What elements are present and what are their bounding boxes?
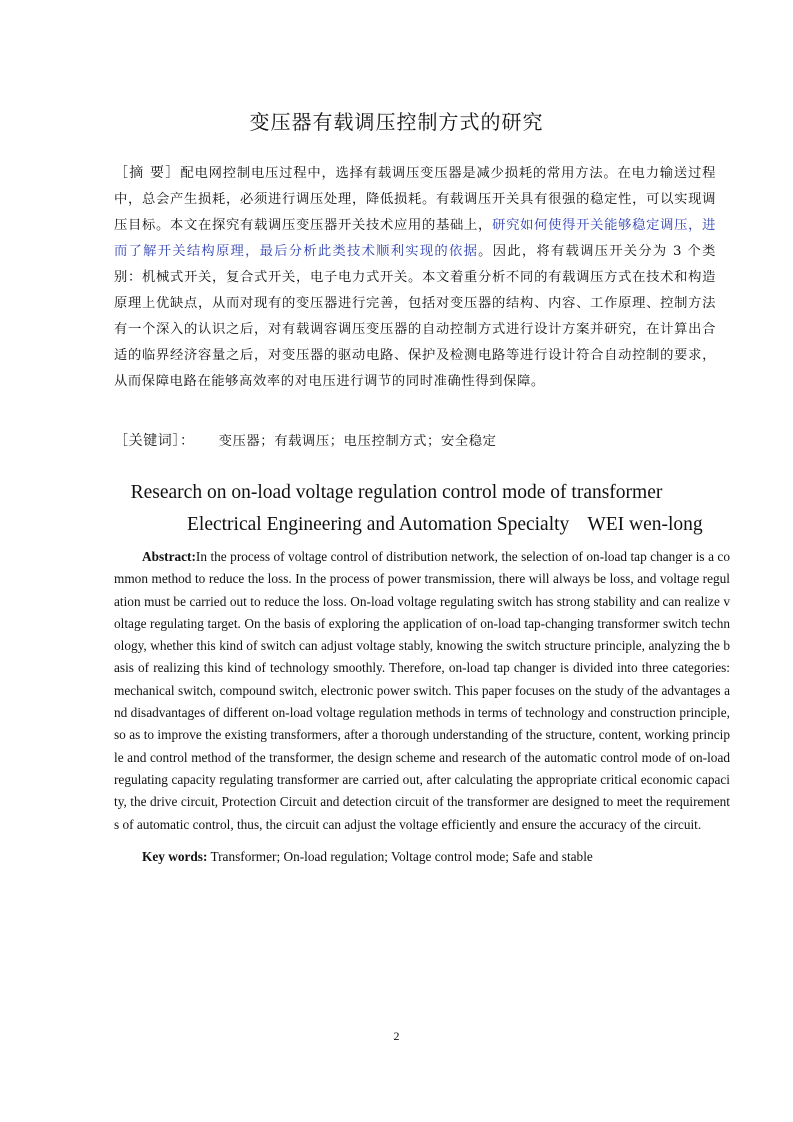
chinese-abstract-label: ［摘 要］ [114,165,181,181]
english-abstract-text: In the process of voltage control of distribution network, the selection of on-load tap changer is a common method to reduce the loss. In the process of power transmission, there will always be loss, and voltage regulation must be carried out to reduce the loss. On-load voltage regulating switch has strong stability and can realize voltage regulating target. On the basis of exploring the application of on-load tap-changing transformer switch technology, whether this kind of switch can adjust voltage stably, knowing the switch structure principle, analyzing the basis of realizing this kind of technology smoothly. Therefore, on-load tap changer is divided into three categories: mechanical switch, compound switch, electronic power switch. This paper focuses on the study of the advantages and disadvantages of different on-load voltage regulation methods in terms of technology and construction principle, so as to improve the existing transformers, after a thorough understanding of the structure, content, working principle and control method of the transformer, the design scheme and research of the automatic control mode of on-load regulating capacity regulating transformer are carried out, after calculating the appropriate critical economic capacity, the drive circuit, Protection Circuit and detection circuit of the transformer are designed to meet the requirements of automatic control, thus, the circuit can adjust the voltage efficiently and ensure the accuracy of the circuit. [114,549,730,832]
english-byline [187,514,703,536]
chinese-title: 变压器有载调压控制方式的研究 [249,110,544,134]
chinese-keywords-text: 变压器；有载调压；电压控制方式；安全稳定 [218,434,497,449]
chinese-abstract-text-2: 。因此，将有载调压开关分为 3 个类别：机械式开关，复合式开关，电子电力式开关。本文着重分析不同的有载调压方式在技术和构造原理上优缺点，从而对现有的变压器进行完善，包括对变压器的结构、内容、工作原理、控制方法有一个深入的认识之后，对有载调容调压变压器的自动控制方式进行设计方案并研究，在计算出合适的临界经济容量之后，对变压器的驱动电路、保护及检测电路等进行设计符合自动控制的要求，从而保障电路在能够高效率的对电压进行调节的同时准确性得到保障。 [114,244,717,389]
page-number: 2 [393,1029,400,1043]
chinese-keywords-label: ［关键词］： [114,433,195,449]
chinese-keywords [114,430,497,450]
english-keywords-label: Key words: [142,849,208,864]
english-abstract [114,546,730,836]
english-keywords [142,849,593,865]
chinese-abstract [114,160,716,395]
major-name: Electrical Engineering and Automation Specialty [187,514,570,535]
english-keywords-text: Transformer; On-load regulation; Voltage control mode; Safe and stable [210,849,593,864]
chinese-abstract-text-1: 配电网控制电压过程中，选择有载调压变压器是减少损耗的常用方法。在电力输送过程中，总会产生损耗，必须进行调压处理，降低损耗。有载调压开关具有很强的稳定性，可以实现调压目标。本文在探究有载调压变压器开关技术应用的基础上， [114,166,716,233]
author-name: WEI wen-long [587,514,703,535]
english-abstract-label: Abstract: [142,549,196,564]
english-title: Research on on-load voltage regulation control mode of transformer [130,482,663,503]
chinese-abstract-highlight: 研究如何使得开关能够稳定调压，进而了解开关结构原理，最后分析此类技术顺利实现的依据 [114,218,716,259]
